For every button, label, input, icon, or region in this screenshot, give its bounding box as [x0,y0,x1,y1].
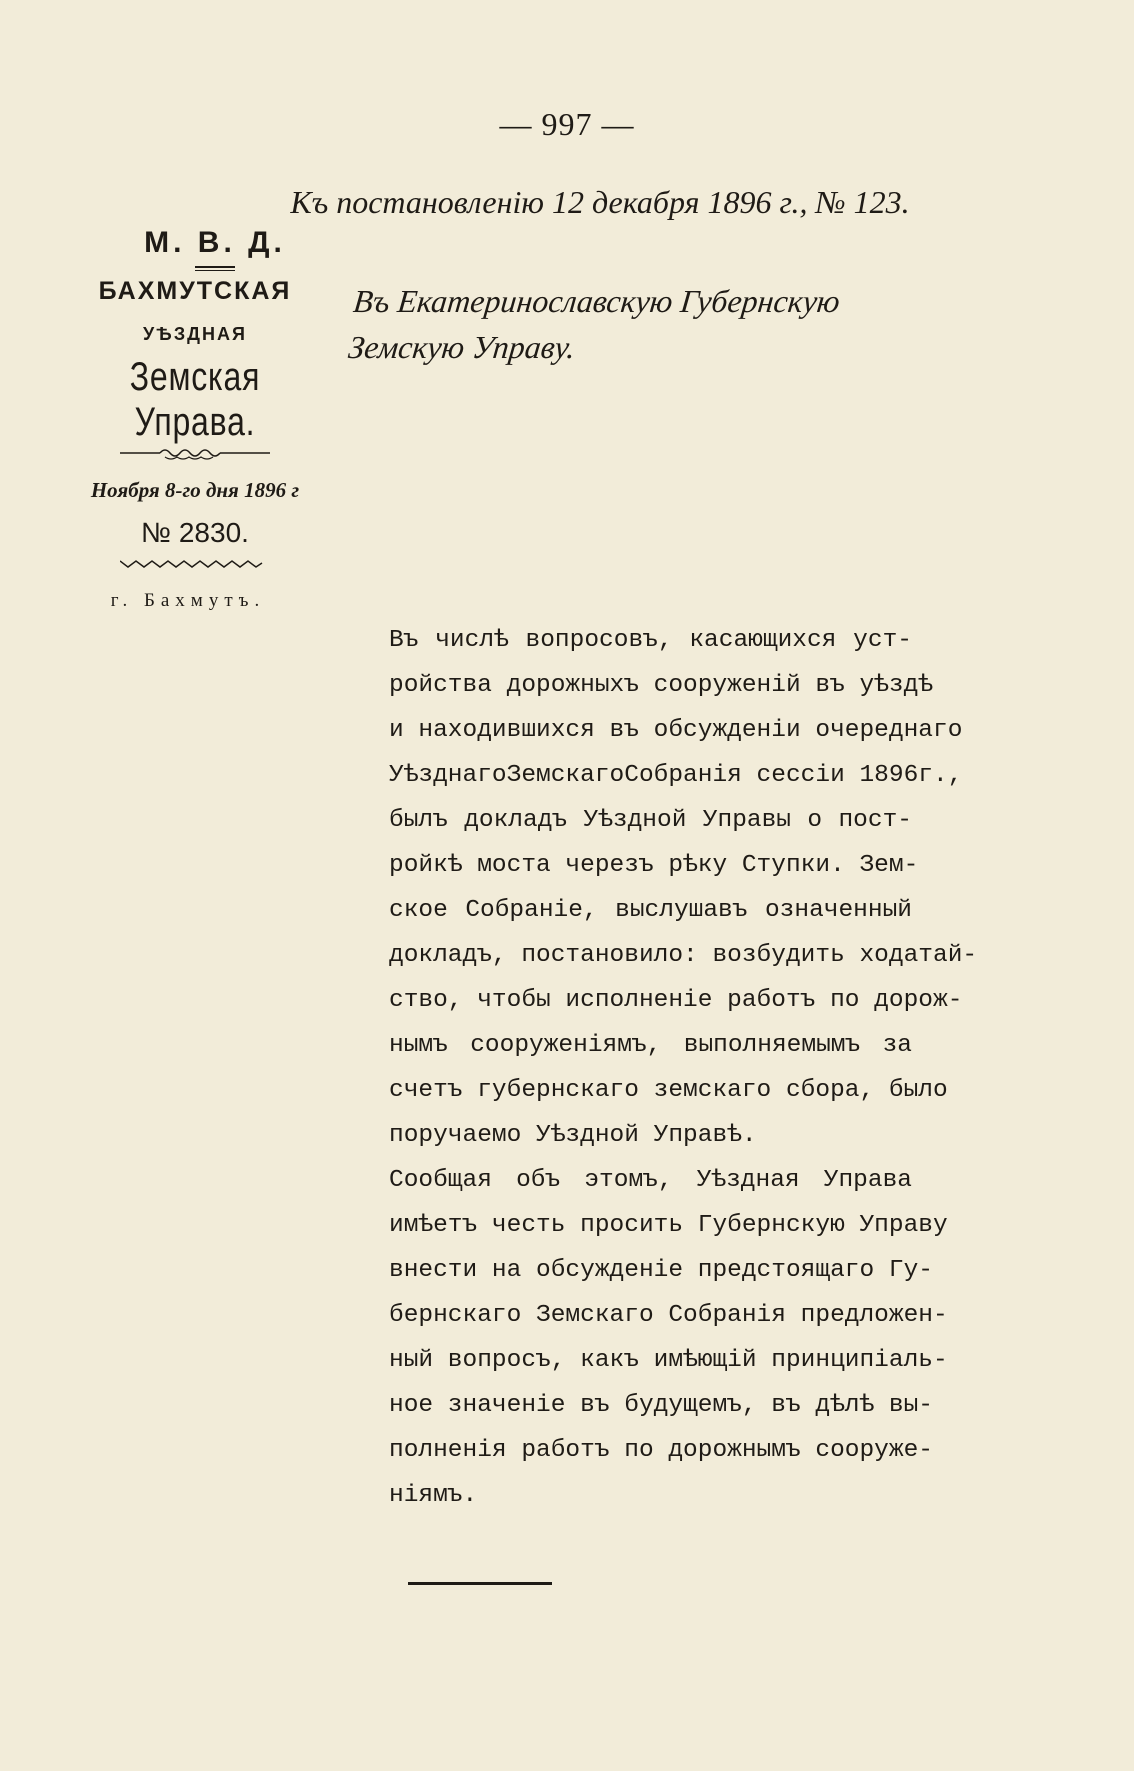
paragraph-1 [337,618,978,1158]
county-label: УѢЗДНАЯ [143,324,247,344]
text-line: счетъ губернскаго земскаго сбора, было [389,1077,948,1104]
ministry-abbreviation: М. В. Д. [144,226,286,259]
text-line: ство, чтобы исполненіе работъ по дорож- [389,987,963,1014]
letter-date: Ноября 8-го дня 1896 г [90,478,300,502]
text-line: ройкѣ моста черезъ рѣку Ступки. Зем- [389,852,919,879]
text-line: ніямъ. [389,1482,478,1509]
letter-number: № 2830. [141,517,249,548]
text-line: былъ докладъ Уѣздной Управы о пост- [389,807,912,834]
addressee-line: Земскую Управу. [346,329,577,365]
text-line: Въ числѣ вопросовъ, касающихся уст- [389,627,912,654]
text-line: докладъ, постановило: возбудить ходатай- [389,942,978,969]
text-line: и находившихся въ обсужденіи очереднаго [389,717,963,744]
text-line: Сообщая объ этомъ, Уѣздная Управа [389,1167,912,1194]
board-name: Земская Управа. [129,355,261,444]
paragraph-2 [337,1158,948,1518]
closing-rule [408,1582,552,1585]
text-line: ный вопросъ, какъ имѣющій принципіаль- [389,1347,948,1374]
text-line: ское Собраніе, выслушавъ означенный [389,897,912,924]
resolution-reference: Къ постановленію 12 декабря 1896 г., № 123. [290,184,910,220]
text-line: имѣетъ честь просить Губернскую Управу [389,1212,948,1239]
letter-body [337,618,978,1518]
wave-divider [120,557,270,571]
text-line: поручаемо Уѣздной Управѣ. [389,1122,757,1149]
text-line: ройства дорожныхъ сооруженій въ уѣздѣ [389,672,933,699]
text-line: ное значеніе въ будущемъ, въ дѣлѣ вы- [389,1392,933,1419]
text-line: полненія работъ по дорожнымъ сооруже- [389,1437,933,1464]
letterhead [50,226,340,612]
text-line: бернскаго Земскаго Собранія предложен- [389,1302,948,1329]
town-name: БАХМУТСКАЯ [98,277,292,305]
ornament-divider [120,445,270,465]
addressee [346,278,916,370]
text-line: внести на обсужденіе предстоящаго Гу- [389,1257,933,1284]
place-of-issue: г. Бахмутъ. [110,590,266,611]
text-line: УѣзднагоЗемскагоСобранія сессіи 1896г., [389,762,963,789]
page-number: — 997 — [499,106,635,142]
text-line: нымъ сооруженіямъ, выполняемымъ за [389,1032,912,1059]
addressee-line: Въ Екатеринославскую Губернскую [351,283,842,319]
double-dash-divider [195,266,235,271]
